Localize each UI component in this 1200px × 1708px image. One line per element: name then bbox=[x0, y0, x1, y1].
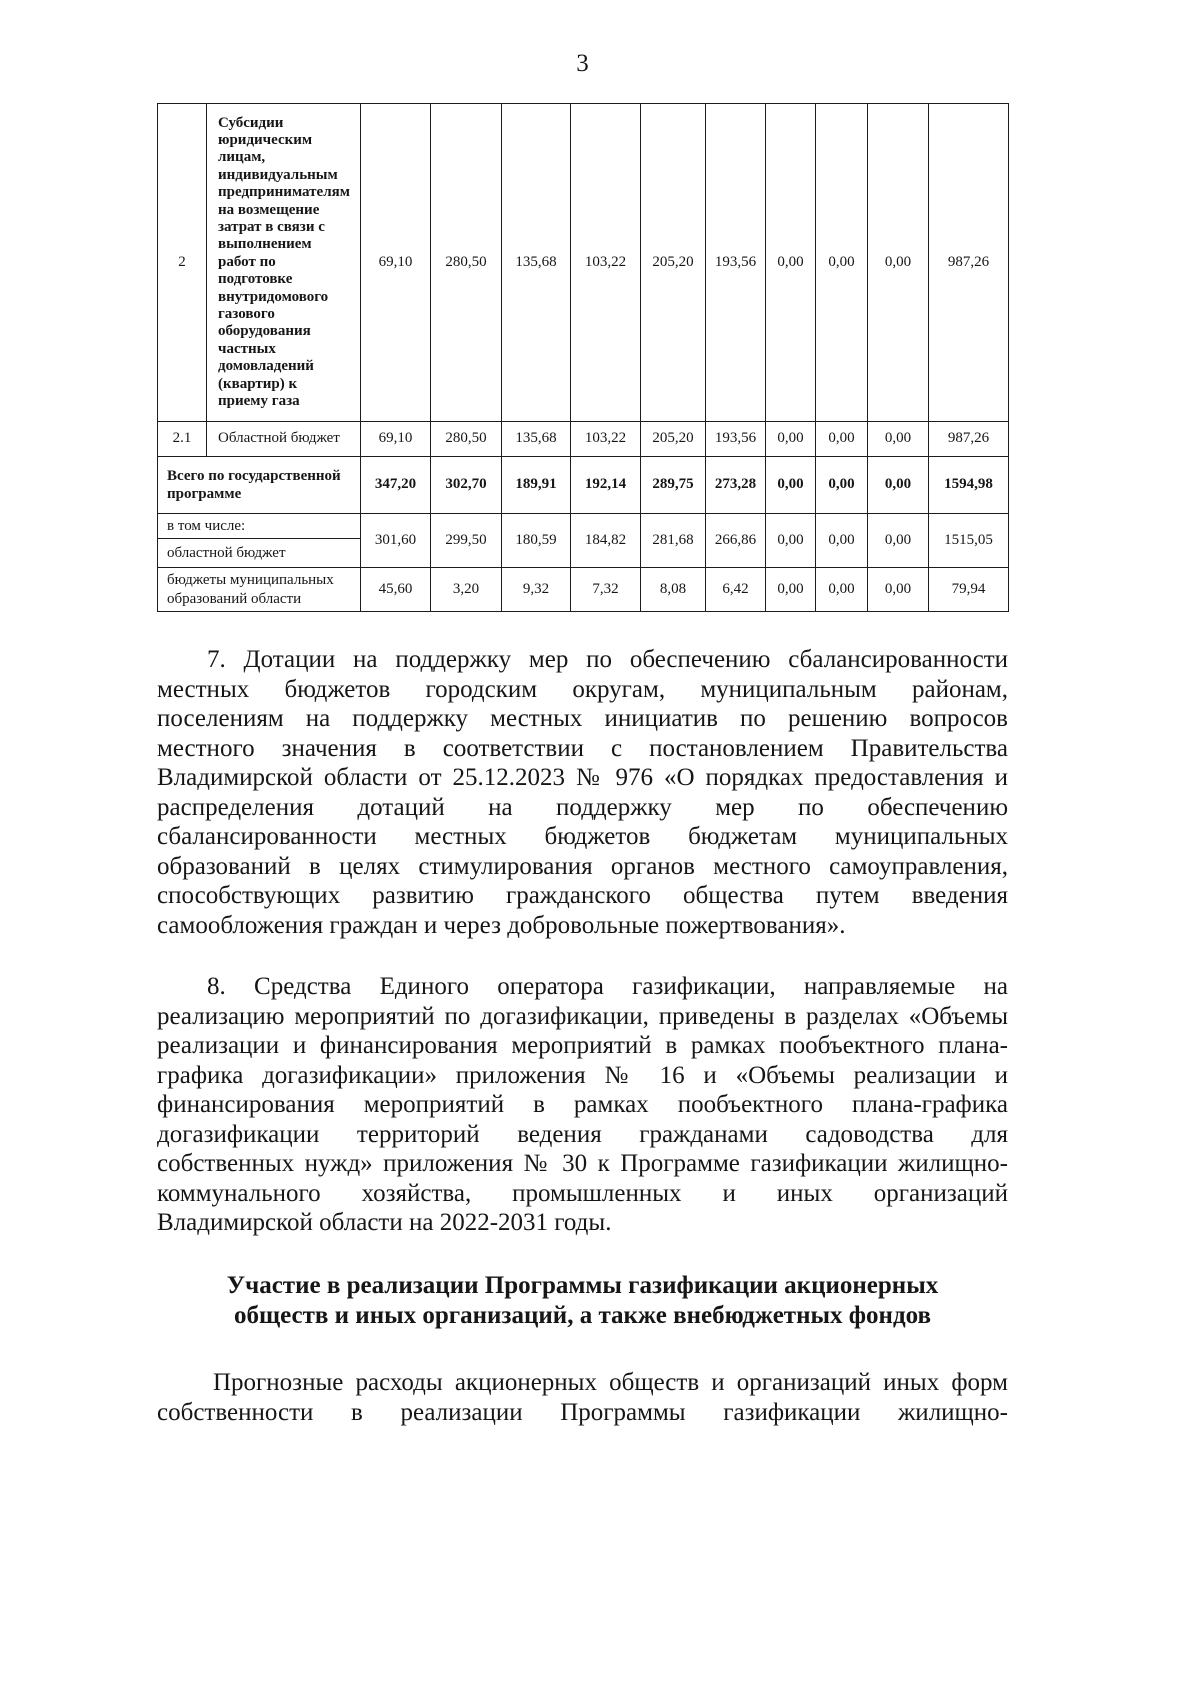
value-cell: 266,86 bbox=[706, 514, 766, 568]
paragraph-line: способствующих развитию гражданского общества путем введения bbox=[157, 882, 1008, 909]
value-cell: 1515,05 bbox=[929, 514, 1009, 568]
paragraph-line: сбалансированности местных бюджетов бюджетам муниципальных bbox=[157, 823, 1008, 850]
paragraph-line: графика догазификации» приложения № 16 и «Объемы реализации и bbox=[157, 1061, 1008, 1089]
value-cell: 0,00 bbox=[868, 104, 929, 422]
label-line: лицам, bbox=[218, 149, 266, 166]
value-cell: 0,00 bbox=[816, 514, 868, 568]
paragraph-line: образований в целях стимулирования органов местного самоуправления, bbox=[157, 852, 1008, 880]
value-cell: 3,20 bbox=[431, 568, 502, 612]
value-cell: 302,70 bbox=[431, 457, 502, 514]
paragraph-line: реализацию мероприятий по догазификации, приведены в разделах «Объемы bbox=[157, 1002, 1008, 1030]
row-label-cell bbox=[158, 539, 361, 568]
value-cell: 192,14 bbox=[571, 457, 641, 514]
label-line: Субсидии bbox=[218, 114, 284, 131]
value-cell: 69,10 bbox=[361, 422, 431, 457]
label-line: газового bbox=[218, 306, 275, 323]
value-cell: 184,82 bbox=[571, 514, 641, 568]
value-cell: 79,94 bbox=[929, 568, 1009, 612]
value-cell: 0,00 bbox=[766, 422, 816, 457]
paragraph-line: Владимирской области на 2022-2031 годы. bbox=[157, 1209, 612, 1236]
paragraph-line: местного значения в соответствии с постановлением Правительства bbox=[157, 734, 1008, 762]
paragraph-line: местных бюджетов городским округам, муниципальным районам, bbox=[157, 675, 1008, 703]
paragraph-9 bbox=[157, 1368, 1008, 1427]
paragraph-line: Прогнозные расходы акционерных обществ и организаций иных форм bbox=[213, 1369, 1008, 1396]
label-line: (квартир) к bbox=[218, 375, 298, 392]
value-cell: 69,10 bbox=[361, 104, 431, 422]
value-cell: 180,59 bbox=[502, 514, 571, 568]
value-cell: 103,22 bbox=[571, 104, 641, 422]
label-line: бюджеты муниципальных bbox=[167, 572, 334, 588]
label-line: на возмещение bbox=[218, 201, 320, 218]
value-cell: 0,00 bbox=[868, 568, 929, 612]
value-cell: 0,00 bbox=[816, 104, 868, 422]
heading-line: обществ и иных организаций, а также внебюджетных фондов bbox=[234, 1302, 931, 1329]
heading-line: Участие в реализации Программы газификации акционерных bbox=[226, 1272, 939, 1299]
value-cell: 301,60 bbox=[361, 514, 431, 568]
paragraph-line: самообложения граждан и через добровольные пожертвования». bbox=[157, 911, 846, 939]
row-label-cell bbox=[207, 422, 361, 457]
value-cell: 0,00 bbox=[868, 514, 929, 568]
paragraph-line: догазификации территорий ведения гражданами садоводства для bbox=[157, 1120, 1008, 1148]
value-cell: 0,00 bbox=[868, 422, 929, 457]
paragraph-line: распределения дотаций на поддержку мер по обеспечению bbox=[157, 793, 1008, 821]
label-line: работ по bbox=[218, 253, 276, 270]
value-cell: 987,26 bbox=[929, 422, 1009, 457]
value-cell: 987,26 bbox=[929, 104, 1009, 422]
value-cell: 0,00 bbox=[816, 568, 868, 612]
value-cell: 0,00 bbox=[816, 457, 868, 514]
row-label-cell bbox=[158, 568, 361, 612]
row-number-cell: 2.1 bbox=[158, 422, 207, 457]
paragraph-line: 8. Средства Единого оператора газификации, направляемые на bbox=[207, 973, 1008, 1000]
label-line: Областной бюджет bbox=[218, 430, 340, 447]
value-cell: 7,32 bbox=[571, 568, 641, 612]
label-line: затрат в связи с bbox=[218, 218, 325, 235]
paragraph-line: коммунального хозяйства, промышленных и иных организаций bbox=[157, 1179, 1008, 1207]
paragraph-line: собственных нужд» приложения № 30 к Программе газификации жилищно- bbox=[157, 1150, 1008, 1177]
value-cell: 135,68 bbox=[502, 422, 571, 457]
label-line: внутридомового bbox=[218, 288, 329, 305]
value-cell: 6,42 bbox=[706, 568, 766, 612]
value-cell: 280,50 bbox=[431, 422, 502, 457]
value-cell: 273,28 bbox=[706, 457, 766, 514]
label-line: образований области bbox=[167, 590, 302, 607]
value-cell: 205,20 bbox=[641, 104, 706, 422]
value-cell: 0,00 bbox=[868, 457, 929, 514]
page-number: 3 bbox=[576, 50, 589, 77]
label-line: программе bbox=[167, 486, 242, 502]
value-cell: 135,68 bbox=[502, 104, 571, 422]
label-line: в том числе: bbox=[167, 517, 246, 534]
table-row bbox=[158, 568, 1009, 612]
value-cell: 9,32 bbox=[502, 568, 571, 612]
value-cell: 189,91 bbox=[502, 457, 571, 514]
paragraph-line: собственности в реализации Программы газификации жилищно- bbox=[157, 1398, 1008, 1426]
value-cell: 1594,98 bbox=[929, 457, 1009, 514]
paragraph-line: реализации и финансирования мероприятий в рамках пообъектного плана- bbox=[157, 1032, 1008, 1059]
value-cell: 299,50 bbox=[431, 514, 502, 568]
value-cell: 0,00 bbox=[766, 104, 816, 422]
table-row-total bbox=[158, 457, 1009, 514]
value-cell: 103,22 bbox=[571, 422, 641, 457]
value-cell: 0,00 bbox=[766, 568, 816, 612]
value-cell: 45,60 bbox=[361, 568, 431, 612]
label-line: предпринимателям bbox=[218, 184, 350, 201]
value-cell: 0,00 bbox=[766, 457, 816, 514]
label-line: юридическим bbox=[218, 131, 313, 148]
row-label-cell bbox=[158, 514, 361, 539]
value-cell: 0,00 bbox=[816, 422, 868, 457]
paragraph-8 bbox=[157, 972, 1008, 1238]
table-row bbox=[158, 104, 1009, 422]
value-cell: 280,50 bbox=[431, 104, 502, 422]
value-cell: 193,56 bbox=[706, 104, 766, 422]
table-row bbox=[158, 422, 1009, 457]
label-line: индивидуальным bbox=[218, 166, 338, 183]
paragraph-line: Владимирской области от 25.12.2023 № 976 «О порядках предоставления и bbox=[157, 764, 1008, 791]
table-row bbox=[158, 514, 1009, 539]
row-number-cell: 2 bbox=[158, 104, 207, 422]
label-line: приему газа bbox=[218, 393, 300, 410]
paragraph-line: поселениям на поддержку местных инициатив по решению вопросов bbox=[157, 705, 1008, 732]
value-cell: 0,00 bbox=[766, 514, 816, 568]
section-heading bbox=[157, 1271, 1008, 1331]
row-label-cell bbox=[207, 104, 361, 422]
label-line: частных bbox=[218, 340, 276, 357]
value-cell: 205,20 bbox=[641, 422, 706, 457]
value-cell: 8,08 bbox=[641, 568, 706, 612]
label-line: Всего по государственной bbox=[167, 467, 341, 484]
funding-table bbox=[157, 103, 1009, 612]
value-cell: 193,56 bbox=[706, 422, 766, 457]
value-cell: 347,20 bbox=[361, 457, 431, 514]
paragraph-line: 7. Дотации на поддержку мер по обеспечению сбалансированности bbox=[207, 646, 1008, 673]
value-cell: 281,68 bbox=[641, 514, 706, 568]
paragraph-line: финансирования мероприятий в рамках пообъектного плана-графика bbox=[157, 1091, 1008, 1118]
value-cell: 289,75 bbox=[641, 457, 706, 514]
row-label-cell bbox=[158, 457, 361, 514]
label-line: оборудования bbox=[218, 323, 311, 340]
label-line: подготовке bbox=[218, 271, 293, 288]
label-line: домовладений bbox=[218, 358, 314, 375]
label-line: выполнением bbox=[218, 236, 312, 253]
label-line: областной бюджет bbox=[167, 544, 286, 561]
paragraph-7 bbox=[157, 645, 1008, 940]
